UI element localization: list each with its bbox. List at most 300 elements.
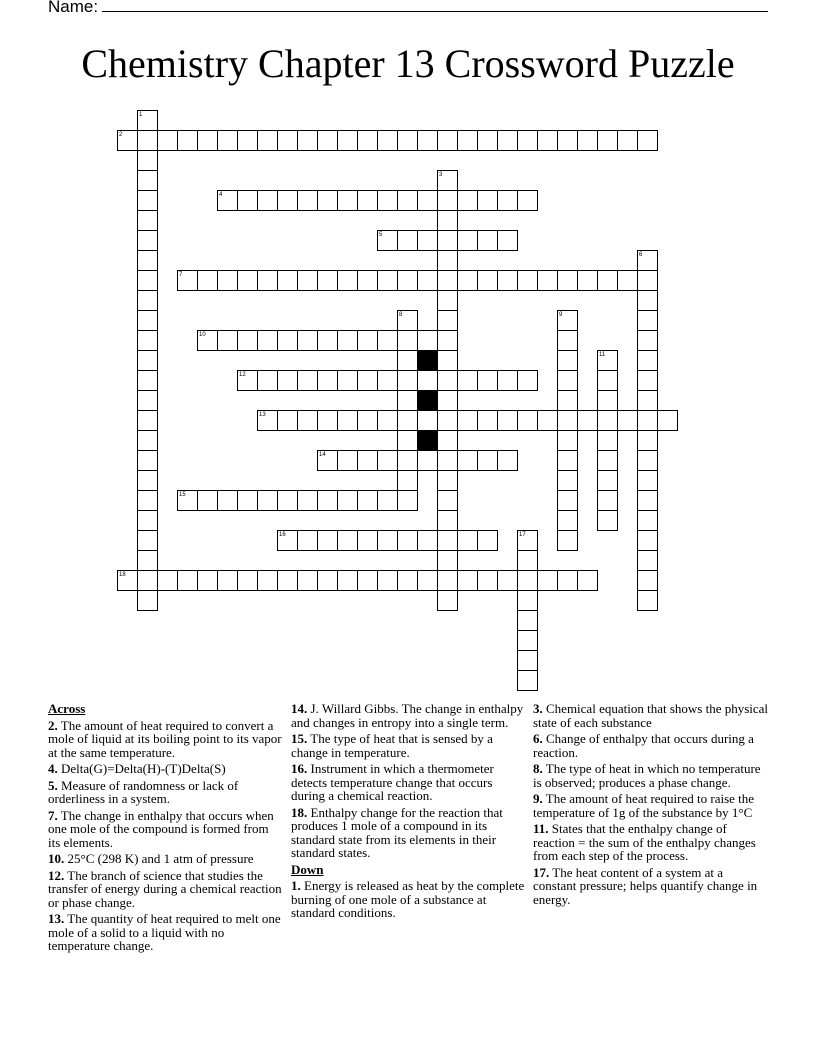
- grid-cell[interactable]: [137, 110, 158, 131]
- grid-cell[interactable]: [317, 270, 338, 291]
- grid-cell[interactable]: [597, 470, 618, 491]
- grid-cell[interactable]: [277, 530, 298, 551]
- grid-cell[interactable]: [557, 490, 578, 511]
- grid-cell[interactable]: [557, 530, 578, 551]
- grid-cell[interactable]: [277, 190, 298, 211]
- grid-cell[interactable]: [497, 570, 518, 591]
- grid-cell[interactable]: [237, 330, 258, 351]
- grid-cell[interactable]: [437, 290, 458, 311]
- grid-cell[interactable]: [397, 490, 418, 511]
- grid-cell[interactable]: [637, 590, 658, 611]
- grid-cell[interactable]: [137, 490, 158, 511]
- grid-cell[interactable]: [317, 570, 338, 591]
- grid-cell[interactable]: [437, 550, 458, 571]
- grid-cell[interactable]: [577, 270, 598, 291]
- grid-cell[interactable]: [297, 530, 318, 551]
- grid-cell[interactable]: [137, 290, 158, 311]
- grid-cell[interactable]: [497, 130, 518, 151]
- grid-cell[interactable]: [417, 530, 438, 551]
- clue-down-3: 3. Chemical equation that shows the physical state of each substance: [533, 701, 769, 730]
- grid-cell[interactable]: [337, 570, 358, 591]
- grid-cell[interactable]: [137, 450, 158, 471]
- grid-cell[interactable]: [137, 210, 158, 231]
- grid-cell[interactable]: [277, 410, 298, 431]
- grid-cell[interactable]: [437, 190, 458, 211]
- grid-cell[interactable]: [297, 330, 318, 351]
- grid-cell[interactable]: [537, 270, 558, 291]
- grid-cell[interactable]: [637, 390, 658, 411]
- grid-cell[interactable]: [317, 490, 338, 511]
- grid-cell[interactable]: [257, 370, 278, 391]
- grid-cell[interactable]: [437, 590, 458, 611]
- grid-cell[interactable]: [357, 490, 378, 511]
- grid-cell[interactable]: [477, 410, 498, 431]
- clue-number: 7: [179, 272, 183, 278]
- grid-cell[interactable]: [637, 510, 658, 531]
- grid-cell[interactable]: [437, 450, 458, 471]
- grid-cell[interactable]: [197, 130, 218, 151]
- grid-cell[interactable]: [517, 570, 538, 591]
- grid-cell[interactable]: [557, 350, 578, 371]
- grid-cell[interactable]: [157, 570, 178, 591]
- grid-cell[interactable]: [637, 550, 658, 571]
- grid-cell[interactable]: [617, 410, 638, 431]
- grid-cell[interactable]: [397, 190, 418, 211]
- grid-cell[interactable]: [437, 390, 458, 411]
- grid-cell[interactable]: [337, 410, 358, 431]
- grid-cell[interactable]: [477, 450, 498, 471]
- grid-cell[interactable]: [477, 570, 498, 591]
- grid-cell[interactable]: [397, 530, 418, 551]
- grid-cell[interactable]: [377, 570, 398, 591]
- grid-cell[interactable]: [637, 310, 658, 331]
- grid-cell[interactable]: [497, 190, 518, 211]
- grid-cell[interactable]: [637, 490, 658, 511]
- grid-cell[interactable]: [637, 470, 658, 491]
- grid-cell[interactable]: [417, 410, 438, 431]
- grid-cell[interactable]: [597, 390, 618, 411]
- clue-number: 10: [199, 332, 206, 338]
- grid-cell[interactable]: [177, 130, 198, 151]
- grid-cell[interactable]: [317, 370, 338, 391]
- grid-cell[interactable]: [257, 130, 278, 151]
- grid-cell[interactable]: [277, 370, 298, 391]
- grid-cell[interactable]: [597, 370, 618, 391]
- grid-cell[interactable]: [657, 410, 678, 431]
- blocked-cell: [417, 390, 438, 411]
- grid-cell[interactable]: [137, 530, 158, 551]
- grid-cell[interactable]: [357, 330, 378, 351]
- grid-cell[interactable]: [437, 350, 458, 371]
- grid-cell[interactable]: [397, 310, 418, 331]
- grid-cell[interactable]: [377, 330, 398, 351]
- grid-cell[interactable]: [237, 270, 258, 291]
- grid-cell[interactable]: [637, 350, 658, 371]
- grid-cell[interactable]: [337, 190, 358, 211]
- grid-cell[interactable]: [397, 130, 418, 151]
- grid-cell[interactable]: [457, 370, 478, 391]
- grid-cell[interactable]: [437, 210, 458, 231]
- grid-cell[interactable]: [337, 490, 358, 511]
- grid-cell[interactable]: [357, 450, 378, 471]
- grid-cell[interactable]: [457, 230, 478, 251]
- grid-cell[interactable]: [397, 270, 418, 291]
- grid-cell[interactable]: [137, 310, 158, 331]
- grid-cell[interactable]: [417, 270, 438, 291]
- name-label: Name:: [48, 0, 99, 16]
- grid-cell[interactable]: [297, 570, 318, 591]
- grid-cell[interactable]: [557, 310, 578, 331]
- grid-cell[interactable]: [517, 550, 538, 571]
- grid-cell[interactable]: [377, 370, 398, 391]
- clue-number: 18: [119, 572, 126, 578]
- grid-cell[interactable]: [137, 130, 158, 151]
- grid-cell[interactable]: [557, 330, 578, 351]
- grid-cell[interactable]: [437, 490, 458, 511]
- grid-cell[interactable]: [477, 370, 498, 391]
- clue-number: 15: [179, 492, 186, 498]
- grid-cell[interactable]: [217, 130, 238, 151]
- grid-cell[interactable]: [357, 570, 378, 591]
- grid-cell[interactable]: [257, 330, 278, 351]
- grid-cell[interactable]: [397, 470, 418, 491]
- blocked-cell: [417, 430, 438, 451]
- grid-cell[interactable]: [637, 290, 658, 311]
- grid-cell[interactable]: [297, 270, 318, 291]
- grid-cell[interactable]: [377, 270, 398, 291]
- grid-cell[interactable]: [437, 310, 458, 331]
- grid-cell[interactable]: [397, 450, 418, 471]
- clue-number: 9: [559, 312, 563, 318]
- grid-cell[interactable]: [137, 230, 158, 251]
- grid-cell[interactable]: [477, 130, 498, 151]
- grid-cell[interactable]: [637, 450, 658, 471]
- grid-cell[interactable]: [137, 390, 158, 411]
- grid-cell[interactable]: [577, 410, 598, 431]
- grid-cell[interactable]: [397, 350, 418, 371]
- grid-cell[interactable]: [497, 450, 518, 471]
- clue-number: 16: [279, 532, 286, 538]
- grid-cell[interactable]: [397, 410, 418, 431]
- grid-cell[interactable]: [377, 130, 398, 151]
- grid-cell[interactable]: [137, 270, 158, 291]
- grid-cell[interactable]: [237, 490, 258, 511]
- grid-cell[interactable]: [257, 190, 278, 211]
- grid-cell[interactable]: [117, 570, 138, 591]
- grid-cell[interactable]: [237, 370, 258, 391]
- clue-number: 6: [639, 252, 643, 258]
- grid-cell[interactable]: [257, 570, 278, 591]
- clue-number: 2: [119, 132, 123, 138]
- grid-cell[interactable]: [137, 590, 158, 611]
- grid-cell[interactable]: [517, 130, 538, 151]
- grid-cell[interactable]: [237, 570, 258, 591]
- grid-cell[interactable]: [397, 430, 418, 451]
- grid-cell[interactable]: [417, 190, 438, 211]
- blocked-cell: [417, 350, 438, 371]
- clue-down-1: 1. Energy is released as heat by the complete burning of one mole of a substance at standard conditions.: [291, 878, 525, 920]
- grid-cell[interactable]: [437, 370, 458, 391]
- grid-cell[interactable]: [437, 530, 458, 551]
- grid-cell[interactable]: [477, 270, 498, 291]
- grid-cell[interactable]: [137, 190, 158, 211]
- clue-across-16: 16. Instrument in which a thermometer detects temperature change that occurs during a chemical reaction.: [291, 761, 494, 803]
- grid-cell[interactable]: [217, 570, 238, 591]
- grid-cell[interactable]: [317, 130, 338, 151]
- grid-cell[interactable]: [397, 230, 418, 251]
- grid-cell[interactable]: [557, 570, 578, 591]
- grid-cell[interactable]: [417, 330, 438, 351]
- grid-cell[interactable]: [597, 510, 618, 531]
- grid-cell[interactable]: [337, 450, 358, 471]
- grid-cell[interactable]: [377, 230, 398, 251]
- grid-cell[interactable]: [457, 190, 478, 211]
- grid-cell[interactable]: [357, 370, 378, 391]
- grid-cell[interactable]: [457, 410, 478, 431]
- grid-cell[interactable]: [417, 450, 438, 471]
- grid-cell[interactable]: [537, 410, 558, 431]
- grid-cell[interactable]: [497, 370, 518, 391]
- grid-cell[interactable]: [337, 370, 358, 391]
- grid-cell[interactable]: [417, 230, 438, 251]
- grid-cell[interactable]: [557, 470, 578, 491]
- grid-cell[interactable]: [457, 450, 478, 471]
- grid-cell[interactable]: [637, 410, 658, 431]
- grid-cell[interactable]: [437, 130, 458, 151]
- grid-cell[interactable]: [597, 130, 618, 151]
- grid-cell[interactable]: [557, 130, 578, 151]
- grid-cell[interactable]: [257, 270, 278, 291]
- grid-cell[interactable]: [437, 410, 458, 431]
- grid-cell[interactable]: [557, 370, 578, 391]
- grid-cell[interactable]: [137, 430, 158, 451]
- grid-cell[interactable]: [637, 430, 658, 451]
- clue-across-2: 2. The amount of heat required to convert a mole of liquid at its boiling point to its vapor at the same temperature.: [48, 717, 282, 760]
- grid-cell[interactable]: [497, 410, 518, 431]
- grid-cell[interactable]: [277, 330, 298, 351]
- grid-cell[interactable]: [177, 570, 198, 591]
- grid-cell[interactable]: [137, 550, 158, 571]
- grid-cell[interactable]: [597, 270, 618, 291]
- grid-cell[interactable]: [277, 270, 298, 291]
- grid-cell[interactable]: [317, 450, 338, 471]
- grid-cell[interactable]: [337, 130, 358, 151]
- grid-cell[interactable]: [257, 410, 278, 431]
- grid-cell[interactable]: [317, 530, 338, 551]
- grid-cell[interactable]: [437, 430, 458, 451]
- grid-cell[interactable]: [437, 470, 458, 491]
- grid-cell[interactable]: [397, 570, 418, 591]
- grid-cell[interactable]: [297, 130, 318, 151]
- grid-cell[interactable]: [517, 630, 538, 651]
- grid-cell[interactable]: [617, 130, 638, 151]
- grid-cell[interactable]: [337, 270, 358, 291]
- grid-cell[interactable]: [517, 610, 538, 631]
- clue-number: 13: [259, 412, 266, 418]
- clue-across-4: 4. Delta(G)=Delta(H)-(T)Delta(S): [48, 761, 226, 776]
- clue-down-17: 17. The heat content of a system at a constant pressure; helps quantify change in energy.: [533, 864, 758, 907]
- grid-cell[interactable]: [577, 570, 598, 591]
- across-heading: Across: [48, 701, 86, 716]
- grid-cell[interactable]: [377, 490, 398, 511]
- grid-cell[interactable]: [437, 330, 458, 351]
- grid-cell[interactable]: [597, 410, 618, 431]
- clue-down-6: 6. Change of enthalpy that occurs during a reaction.: [533, 731, 754, 760]
- grid-cell[interactable]: [497, 270, 518, 291]
- grid-cell[interactable]: [637, 530, 658, 551]
- grid-cell[interactable]: [557, 510, 578, 531]
- grid-cell[interactable]: [557, 410, 578, 431]
- grid-cell[interactable]: [637, 250, 658, 271]
- grid-cell[interactable]: [137, 350, 158, 371]
- grid-cell[interactable]: [437, 250, 458, 271]
- grid-cell[interactable]: [457, 130, 478, 151]
- clue-across-13: 13. The quantity of heat required to melt one mole of a solid to a liquid with no temperature change.: [48, 911, 281, 953]
- grid-cell[interactable]: [457, 270, 478, 291]
- grid-cell[interactable]: [557, 270, 578, 291]
- grid-cell[interactable]: [137, 570, 158, 591]
- grid-cell[interactable]: [597, 450, 618, 471]
- clue-number: 8: [399, 312, 403, 318]
- grid-cell[interactable]: [377, 530, 398, 551]
- grid-cell[interactable]: [457, 530, 478, 551]
- grid-cell[interactable]: [637, 570, 658, 591]
- grid-cell[interactable]: [337, 330, 358, 351]
- grid-cell[interactable]: [397, 370, 418, 391]
- grid-cell[interactable]: [637, 130, 658, 151]
- clue-across-18: 18. Enthalpy change for the reaction that produces 1 mole of a compound in its standard state from its elements in their standard states.: [291, 804, 503, 860]
- grid-cell[interactable]: [317, 190, 338, 211]
- grid-cell[interactable]: [357, 130, 378, 151]
- grid-cell[interactable]: [237, 190, 258, 211]
- grid-cell[interactable]: [217, 270, 238, 291]
- clues-column-1: [48, 702, 284, 956]
- grid-cell[interactable]: [517, 190, 538, 211]
- grid-cell[interactable]: [517, 270, 538, 291]
- grid-cell[interactable]: [337, 530, 358, 551]
- grid-cell[interactable]: [597, 490, 618, 511]
- clue-number: 4: [219, 192, 223, 198]
- grid-cell[interactable]: [137, 470, 158, 491]
- grid-cell[interactable]: [517, 530, 538, 551]
- grid-cell[interactable]: [197, 570, 218, 591]
- grid-cell[interactable]: [397, 330, 418, 351]
- clue-down-9: 9. The amount of heat required to raise the temperature of 1g of the substance by 1°C: [533, 791, 755, 820]
- grid-cell[interactable]: [397, 390, 418, 411]
- grid-cell[interactable]: [357, 530, 378, 551]
- page-title: Chemistry Chapter 13 Crossword Puzzle: [81, 41, 735, 86]
- grid-cell[interactable]: [137, 150, 158, 171]
- grid-cell[interactable]: [297, 370, 318, 391]
- grid-cell[interactable]: [457, 570, 478, 591]
- grid-cell[interactable]: [517, 370, 538, 391]
- grid-cell[interactable]: [357, 270, 378, 291]
- grid-cell[interactable]: [137, 410, 158, 431]
- grid-cell[interactable]: [557, 390, 578, 411]
- grid-cell[interactable]: [437, 170, 458, 191]
- clue-down-8: 8. The type of heat in which no temperature is observed; produces a phase change.: [533, 761, 761, 790]
- grid-cell[interactable]: [477, 530, 498, 551]
- grid-cell[interactable]: [177, 490, 198, 511]
- clue-number: 1: [139, 112, 143, 118]
- grid-cell[interactable]: [577, 130, 598, 151]
- grid-cell[interactable]: [297, 190, 318, 211]
- grid-cell[interactable]: [517, 670, 538, 691]
- clue-across-5: 5. Measure of randomness or lack of orderliness in a system.: [48, 777, 239, 806]
- grid-cell[interactable]: [517, 650, 538, 671]
- grid-cell[interactable]: [517, 410, 538, 431]
- grid-cell[interactable]: [437, 270, 458, 291]
- grid-cell[interactable]: [317, 330, 338, 351]
- grid-cell[interactable]: [637, 330, 658, 351]
- clue-across-10: 10. 25°C (298 K) and 1 atm of pressure: [48, 851, 254, 866]
- grid-cell[interactable]: [377, 190, 398, 211]
- clue-across-15: 15. The type of heat that is sensed by a change in temperature.: [291, 731, 493, 760]
- grid-cell[interactable]: [117, 130, 138, 151]
- grid-cell[interactable]: [537, 130, 558, 151]
- grid-cell[interactable]: [217, 490, 238, 511]
- grid-cell[interactable]: [137, 510, 158, 531]
- grid-cell[interactable]: [417, 570, 438, 591]
- grid-cell[interactable]: [277, 570, 298, 591]
- grid-cell[interactable]: [377, 450, 398, 471]
- grid-cell[interactable]: [217, 330, 238, 351]
- grid-cell[interactable]: [557, 430, 578, 451]
- grid-cell[interactable]: [557, 450, 578, 471]
- grid-cell[interactable]: [297, 490, 318, 511]
- grid-cell[interactable]: [297, 410, 318, 431]
- grid-cell[interactable]: [497, 230, 518, 251]
- grid-cell[interactable]: [637, 270, 658, 291]
- grid-cell[interactable]: [137, 370, 158, 391]
- grid-cell[interactable]: [177, 270, 198, 291]
- grid-cell[interactable]: [417, 370, 438, 391]
- clue-across-7: 7. The change in enthalpy that occurs when one mole of the compound is formed from its elements.: [48, 807, 274, 850]
- grid-cell[interactable]: [197, 490, 218, 511]
- grid-cell[interactable]: [517, 590, 538, 611]
- grid-cell[interactable]: [597, 430, 618, 451]
- grid-cell[interactable]: [277, 490, 298, 511]
- grid-cell[interactable]: [417, 130, 438, 151]
- clue-number: 17: [519, 532, 526, 538]
- grid-cell[interactable]: [537, 570, 558, 591]
- grid-cell[interactable]: [477, 190, 498, 211]
- grid-cell[interactable]: [437, 510, 458, 531]
- grid-cell[interactable]: [197, 330, 218, 351]
- grid-cell[interactable]: [217, 190, 238, 211]
- grid-cell[interactable]: [237, 130, 258, 151]
- grid-cell[interactable]: [277, 130, 298, 151]
- grid-cell[interactable]: [157, 130, 178, 151]
- grid-cell[interactable]: [357, 410, 378, 431]
- grid-cell[interactable]: [377, 410, 398, 431]
- grid-cell[interactable]: [437, 570, 458, 591]
- clue-number: 5: [379, 232, 383, 238]
- grid-cell[interactable]: [637, 370, 658, 391]
- clue-across-12: 12. The branch of science that studies the transfer of energy during a chemical reaction or phase change.: [48, 867, 282, 910]
- grid-cell[interactable]: [597, 350, 618, 371]
- grid-cell[interactable]: [437, 230, 458, 251]
- grid-cell[interactable]: [477, 230, 498, 251]
- grid-cell[interactable]: [357, 190, 378, 211]
- grid-cell[interactable]: [257, 490, 278, 511]
- grid-cell[interactable]: [137, 250, 158, 271]
- grid-cell[interactable]: [137, 170, 158, 191]
- grid-cell[interactable]: [617, 270, 638, 291]
- grid-cell[interactable]: [197, 270, 218, 291]
- grid-cell[interactable]: [137, 330, 158, 351]
- grid-cell[interactable]: [317, 410, 338, 431]
